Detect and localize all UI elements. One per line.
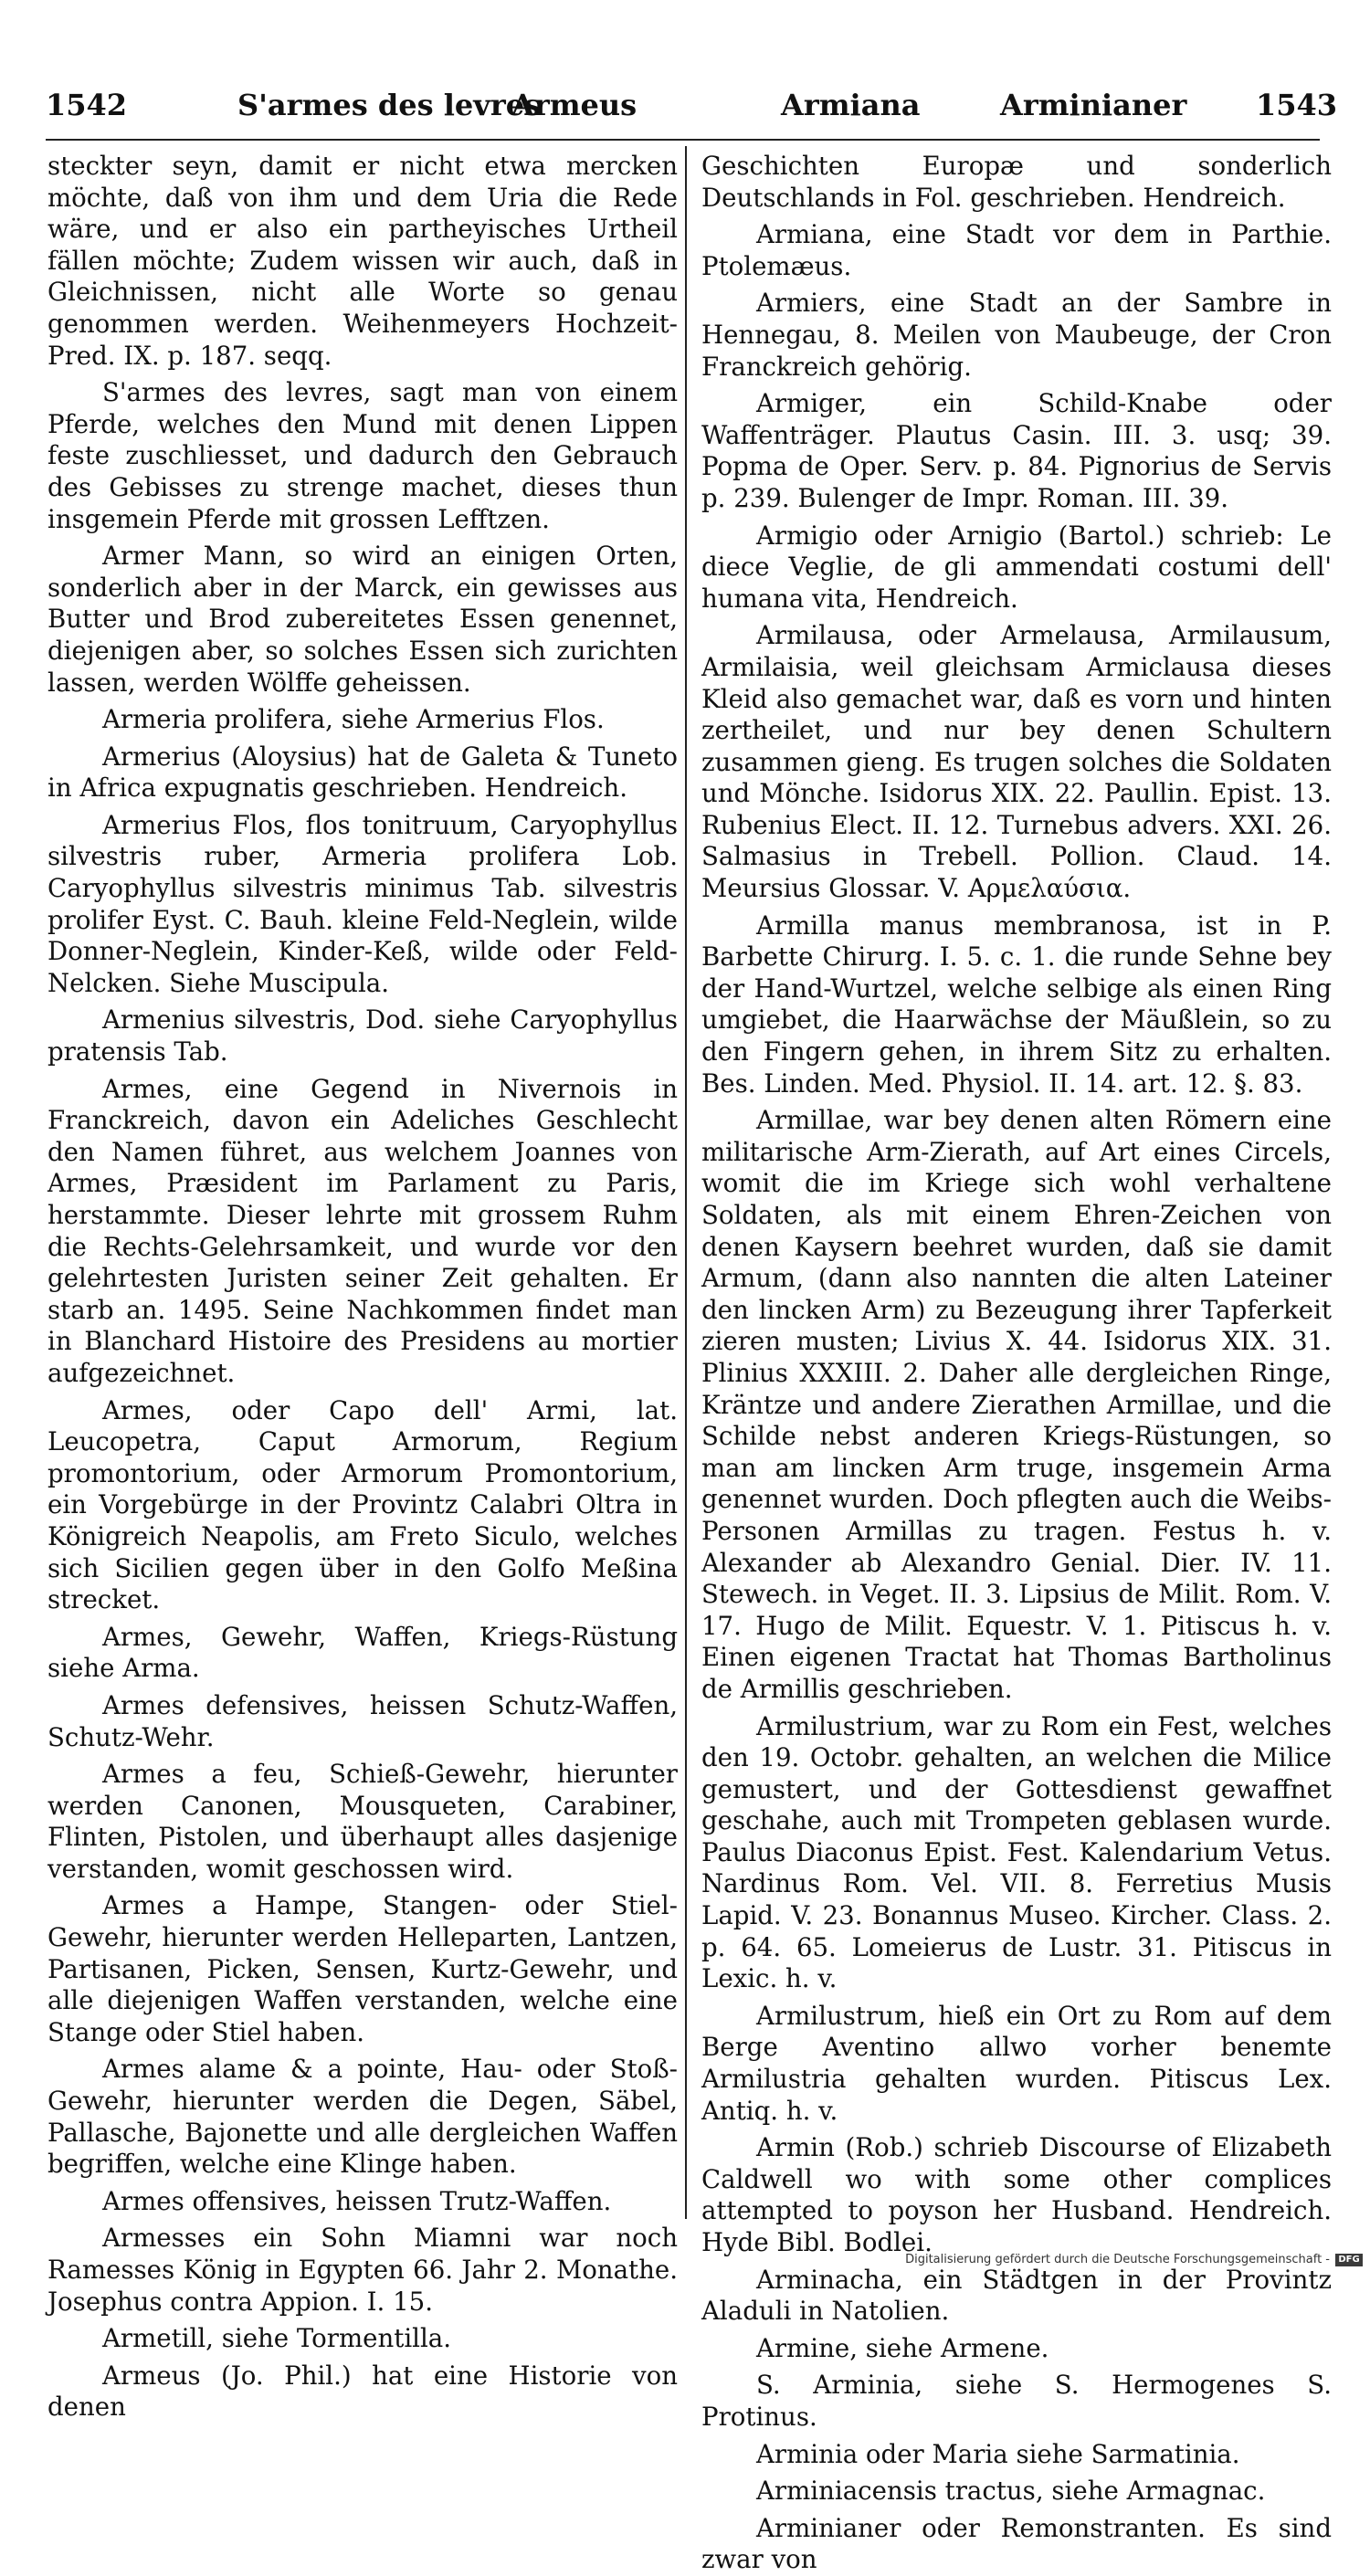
dictionary-entry: Arminia oder Maria siehe Sarmatinia.: [756, 2438, 1240, 2469]
dictionary-entry: Armiers, eine Stadt an der Sambre in Hennegau, 8. Meilen von Maubeuge, der Cron Franckreich gehörig.: [701, 288, 1332, 382]
dictionary-entry: Arminacha, ein Städtgen in der Provintz Aladuli in Natolien.: [701, 2264, 1332, 2327]
dictionary-entry: Arminiacensis tractus, siehe Armagnac.: [756, 2476, 1266, 2507]
dictionary-entry: Armigio oder Arnigio (Bartol.) schrieb: Le diece Veglie, de gli ammendati costumi dell' humana vita, Hendreich.: [701, 520, 1332, 614]
dictionary-entry: Armilustrum, hieß ein Ort zu Rom auf dem Berge Aventino allwo vorher benemte Armilustria gehalten wurden. Pitiscus Lex. Antiq. h. v.: [701, 2000, 1332, 2126]
dictionary-entry: Armilla manus membranosa, ist in P. Barbette Chirurg. I. 5. c. 1. die runde Sehne bey der Hand-Wurtzel, welche selbige als einen Ring umgiebet, die Haarwächse der Mäußlein, so zu den Fingern gehen, in ihrem Sitz zu erhalten. Bes. Linden. Med. Physiol. II. 14. art. 12. §. 83.: [701, 909, 1332, 1099]
header-rule: [46, 139, 1320, 141]
dictionary-entry: Armillae, war bey denen alten Römern eine militarische Arm-Zierath, auf Art eines Circels, womit die im Kriege sich wohl verhaltene Soldaten, als mit einem Ehren-Zeichen von denen Kaysern beehret wurden, daß sie damit Armum, (dann also nannten die alten Lateiner den lincken Arm) zu Bezeugung ihrer Tapferkeit zieren musten; Livius X. 44. Isidorus XIX. 31. Plinius XXXIII. 2. Daher alle dergleichen Ringe, Kräntze und andere Zierathen Armillae, und die Schilde nebst anderen Kriegs-Rüstungen, so man am lincken Arm truge, insgemein Arma genennet wurden. Doch pflegten auch die Weibs-Personen Armillas zu tragen. Festus h. v. Alexander ab Alexandro Genial. Dier. IV. 11. Stewech. in Veget. II. 3. Lipsius de Milit. Rom. V. 17. Hugo de Milit. Equestr. V. 1. Pitiscus h. v. Einen eigenen Tractat hat Thomas Bartholinus de Armillis geschrieben.: [701, 1105, 1332, 1704]
dictionary-entry: Geschichten Europæ und sonderlich Deutschlands in Fol. geschrieben. Hendreich.: [701, 151, 1332, 213]
dictionary-entry: Armetill, siehe Tormentilla.: [102, 2323, 452, 2354]
dictionary-entry: Armiger, ein Schild-Knabe oder Waffenträger. Plautus Casin. III. 3. usq; 39. Popma de Oper. Serv. p. 84. Pignorius de Servis p. 239. Bulenger de Impr. Roman. III. 39.: [701, 388, 1332, 513]
dictionary-entry: Armes, eine Gegend in Nivernois in Franckreich, davon ein Adeliches Geschlecht den Namen führet, aus welchem Joannes von Armes, Præsident im Parlament zu Paris, herstammte. Dieser lehrte mit grossem Ruhm die Rechts-Gelehrsamkeit, und wurde vor den gelehrtesten Juristen seiner Zeit gehalten. Er starb an. 1495. Seine Nachkommen findet man in Blanchard Histoire des Presidens au mortier aufgezeichnet.: [47, 1073, 678, 1388]
running-title-right-2: Arminianer: [1000, 88, 1187, 122]
column-divider: [685, 146, 687, 2219]
dictionary-entry: Armer Mann, so wird an einigen Orten, sonderlich aber in der Marck, ein gewisses aus Butter und Brod zubereitetes Essen genennet, diejenigen aber, so solches Essen sich zurichten lassen, werden Wölffe geheissen.: [47, 541, 678, 698]
running-title-left-1: S'armes des levres: [237, 88, 542, 122]
dictionary-entry: Armilustrium, war zu Rom ein Fest, welches den 19. Octobr. gehalten, an welchen die Milice gemustert, und der Gottesdienst gewaffnet geschahe, auch mit Trompeten geblasen wurde. Paulus Diaconus Epist. Fest. Kalendarium Vetus. Nardinus Rom. Vel. VII. 8. Ferretius Musis Lapid. V. 23. Bonannus Museo. Kircher. Class. 2. p. 64. 65. Lomeierus de Lustr. 31. Pitiscus in Lexic. h. v.: [701, 1710, 1332, 1994]
footer-text: Digitalisierung gefördert durch die Deutsche Forschungsgemeinschaft -: [905, 2253, 1330, 2266]
dictionary-entry: Armerius Flos, flos tonitruum, Caryophyllus silvestris ruber, Armeria prolifera Lob. Caryophyllus silvestris minimus Tab. silvestris prolifer Eyst. C. Bauh. kleine Feld-Neglein, wilde Donner-Neglein, Kinder-Keß, wilde oder Feld-Nelcken. Siehe Muscipula.: [47, 809, 678, 998]
dictionary-entry: Armes a Hampe, Stangen- oder Stiel-Gewehr, hierunter werden Helleparten, Lantzen, Partisanen, Picken, Sensen, Kurtz-Gewehr, und alle diejenigen Waffen verstanden, welche eine Stange oder Stiel haben.: [47, 1890, 678, 2047]
dictionary-entry: Armes a feu, Schieß-Gewehr, hierunter werden Canonen, Mousqueten, Carabiner, Flinten, Pistolen, und überhaupt alles dasjenige verstanden, womit geschossen wird.: [47, 1759, 678, 1884]
dictionary-entry: Armeus (Jo. Phil.) hat eine Historie von denen: [47, 2360, 678, 2423]
running-title-right-1: Armiana: [781, 88, 921, 122]
page-number-left: 1542: [46, 88, 128, 122]
dictionary-entry: Armes offensives, heissen Trutz-Waffen.: [102, 2185, 612, 2216]
dictionary-entry: Armine, siehe Armene.: [756, 2332, 1049, 2363]
dictionary-entry: Armes alame & a pointe, Hau- oder Stoß-Gewehr, hierunter werden die Degen, Säbel, Pallasche, Bajonette und alle dergleichen Waffen begriffen, welche eine Klinge haben.: [47, 2054, 678, 2180]
dictionary-entry: S. Arminia, siehe S. Hermogenes S. Protinus.: [701, 2370, 1332, 2432]
right-column: [701, 151, 1332, 2576]
dictionary-entry: Armes, oder Capo dell' Armi, lat. Leucopetra, Caput Armorum, Regium promontorium, oder Armorum Promontorium, ein Vorgebürge in der Provintz Calabri Oltra in Königreich Neapolis, am Freto Siculo, welches sich Sicilien gegen über in den Golfo Meßina strecket.: [47, 1394, 678, 1615]
dictionary-entry: Armesses ein Sohn Miamni war noch Ramesses König in Egypten 66. Jahr 2. Monathe. Josephus contra Appion. I. 15.: [47, 2223, 678, 2317]
dictionary-entry: Armin (Rob.) schrieb Discourse of Elizabeth Caldwell wo with some other complices attempted to poyson her Husband. Hendreich. Hyde Bibl. Bodlei.: [701, 2132, 1332, 2257]
dictionary-entry: Armeria prolifera, siehe Armerius Flos.: [102, 704, 605, 735]
dictionary-entry: Armenius silvestris, Dod. siehe Caryophyllus pratensis Tab.: [47, 1004, 678, 1067]
dictionary-entry: Arminianer oder Remonstranten. Es sind zwar von: [701, 2512, 1332, 2575]
dictionary-entry: Armiana, eine Stadt vor dem in Parthie. Ptolemæus.: [701, 219, 1332, 281]
dictionary-entry: S'armes des levres, sagt man von einem Pferde, welches den Mund mit denen Lippen feste zuschliesset, und dadurch den Gebrauch des Gebisses zu strenge machet, dieses thun insgemein Pferde mit grossen Lefftzen.: [47, 377, 678, 534]
dictionary-entry: Armerius (Aloysius) hat de Galeta & Tuneto in Africa expugnatis geschrieben. Hendreich.: [47, 741, 678, 804]
dictionary-entry: Armilausa, oder Armelausa, Armilausum, Armilaisia, weil gleichsam Armiclausa dieses Kleid also gemachet war, daß es vorn und hinten zertheilet, und nur bey denen Schultern zusammen gieng. Es trugen solches die Soldaten und Mönche. Isidorus XIX. 22. Paullin. Epist. 13. Rubenius Elect. II. 12. Turnebus advers. XXI. 26. Salmasius in Trebell. Pollion. Claud. 14. Meursius Glossar. V. Αρμελαύσια.: [701, 620, 1332, 904]
dfg-logo: DFG: [1335, 2254, 1363, 2266]
left-column: [47, 151, 678, 2424]
digitization-footer: [905, 2253, 1363, 2266]
page-number-right: 1543: [1256, 88, 1338, 122]
running-header: [46, 88, 1338, 133]
dictionary-entry: Armes, Gewehr, Waffen, Kriegs-Rüstung siehe Arma.: [47, 1621, 678, 1684]
dictionary-entry: Armes defensives, heissen Schutz-Waffen, Schutz-Wehr.: [47, 1689, 678, 1752]
running-title-left-2: Armeus: [511, 88, 638, 122]
dictionary-entry: steckter seyn, damit er nicht etwa mercken möchte, daß von ihm und dem Uria die Rede wäre, und er also ein partheyisches Urtheil fällen möchte; Zudem wissen wir auch, daß in Gleichnissen, nicht alle Worte so genau genommen werden. Weihenmeyers Hochzeit-Pred. IX. p. 187. seqq.: [47, 151, 678, 371]
